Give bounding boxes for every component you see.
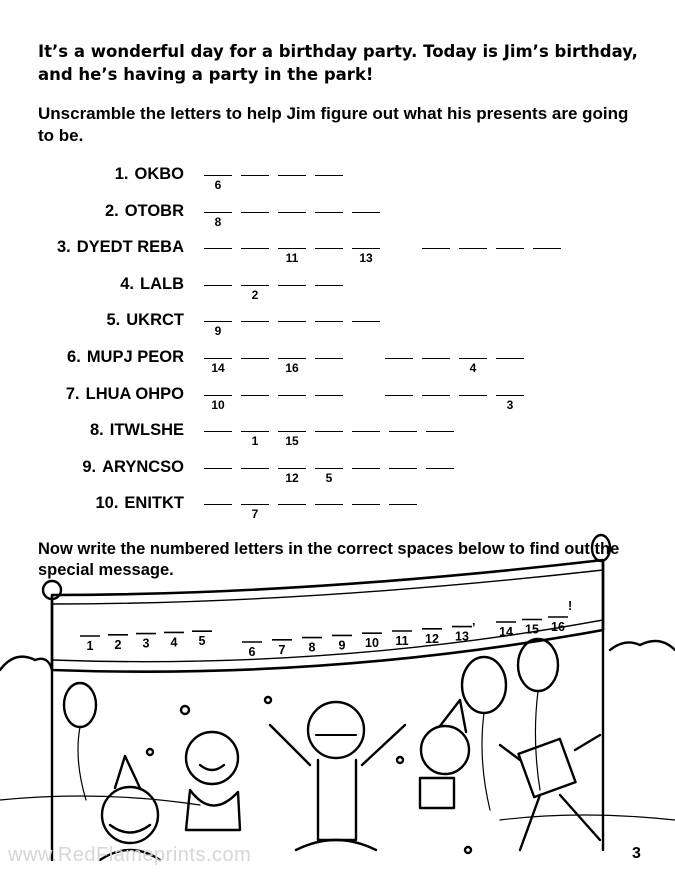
scrambled-word: UKRCT xyxy=(126,311,184,330)
letter-blank[interactable] xyxy=(352,202,380,232)
letter-blank[interactable] xyxy=(278,421,306,451)
bush-right xyxy=(610,641,675,650)
letter-blank[interactable] xyxy=(204,165,232,195)
letter-blank[interactable] xyxy=(315,202,343,232)
banner-number: 11 xyxy=(395,634,409,648)
banner-number: 10 xyxy=(365,636,379,651)
banner-number: 13 xyxy=(455,629,469,644)
letter-blank[interactable] xyxy=(204,202,232,232)
balloon-right-1 xyxy=(462,657,506,713)
puzzle-number: 4. xyxy=(120,274,134,293)
puzzle-number: 2. xyxy=(104,201,119,220)
blank-number: 10 xyxy=(211,397,225,412)
letter-blank[interactable] xyxy=(426,458,454,488)
letter-blank[interactable] xyxy=(385,348,413,378)
letter-blank[interactable] xyxy=(241,275,269,305)
blank-number: 7 xyxy=(251,507,259,522)
letter-blank[interactable] xyxy=(389,421,417,451)
letter-blank[interactable] xyxy=(352,238,380,268)
instructions-text: Unscramble the letters to help Jim figure out what his presents are going to be. xyxy=(38,104,629,145)
puzzle-row xyxy=(0,348,675,384)
letter-blank[interactable] xyxy=(315,275,343,305)
letter-blank[interactable] xyxy=(241,458,269,488)
puzzle-row xyxy=(0,311,675,347)
blank-number: 2 xyxy=(251,287,259,302)
letter-blank[interactable] xyxy=(241,348,269,378)
letter-blank[interactable] xyxy=(496,238,524,268)
blank-number: 14 xyxy=(211,361,225,375)
banner-number: 12 xyxy=(425,631,439,646)
letter-blank[interactable] xyxy=(241,165,269,195)
letter-blank[interactable] xyxy=(204,311,232,341)
banner-number: 8 xyxy=(308,640,316,655)
letter-blank[interactable] xyxy=(352,421,380,451)
blank-number: 8 xyxy=(214,214,222,229)
puzzle-row xyxy=(0,458,675,494)
banner-exclamation: ! xyxy=(568,599,573,613)
party-hat-1 xyxy=(115,756,140,788)
kid-center xyxy=(308,702,364,758)
blank-number: 1 xyxy=(251,434,259,449)
letter-blank[interactable] xyxy=(315,238,343,268)
kid-boy-2 xyxy=(518,739,575,797)
blank-number: 16 xyxy=(285,361,299,375)
letter-blank[interactable] xyxy=(278,165,306,195)
puzzle-row xyxy=(0,385,675,421)
letter-blank[interactable] xyxy=(204,385,232,415)
puzzle-number: 7. xyxy=(65,384,80,403)
letter-blank[interactable] xyxy=(459,385,487,415)
letter-blank[interactable] xyxy=(496,385,524,415)
bush-left xyxy=(0,657,52,670)
letter-blank[interactable] xyxy=(278,458,306,488)
letter-blank[interactable] xyxy=(278,348,306,378)
banner-apostrophe: ’ xyxy=(472,621,476,635)
letter-blank[interactable] xyxy=(204,421,232,451)
letter-blank[interactable] xyxy=(352,458,380,488)
letter-blank[interactable] xyxy=(204,275,232,305)
letter-blank[interactable] xyxy=(278,275,306,305)
party-scene-illustration xyxy=(0,520,675,890)
blank-number: 5 xyxy=(325,470,333,485)
letter-blank[interactable] xyxy=(315,421,343,451)
letter-blank[interactable] xyxy=(315,311,343,341)
letter-blank[interactable] xyxy=(315,385,343,415)
letter-blank[interactable] xyxy=(459,348,487,378)
letter-blank[interactable] xyxy=(352,311,380,341)
puzzle-row xyxy=(0,202,675,238)
scrambled-word: LHUA OHPO xyxy=(85,384,184,403)
banner-number: 6 xyxy=(248,645,256,659)
banner-number: 5 xyxy=(198,634,206,649)
page-number: 3 xyxy=(632,845,641,862)
banner-number: 4 xyxy=(170,635,178,650)
message-instructions: Now write the numbered letters in the correct spaces below to find out the special message. xyxy=(38,540,620,579)
letter-blank[interactable] xyxy=(241,238,269,268)
blank-number: 11 xyxy=(285,251,299,266)
letter-blank[interactable] xyxy=(241,421,269,451)
puzzle-number: 1. xyxy=(114,165,129,183)
blank-number: 9 xyxy=(214,324,222,339)
puzzle-number: 9. xyxy=(82,457,97,476)
intro-text: It’s a wonderful day for a birthday party. Today is Jim’s birthday, and he’s having a party in the park! xyxy=(38,42,638,84)
puzzle-row xyxy=(0,421,675,457)
letter-blank[interactable] xyxy=(315,458,343,488)
letter-blank[interactable] xyxy=(278,385,306,415)
puzzle-number: 10. xyxy=(95,494,119,513)
scrambled-word: ITWLSHE xyxy=(109,421,184,440)
puzzle-row xyxy=(0,275,675,311)
banner-number: 15 xyxy=(525,622,539,637)
scrambled-word: OTOBR xyxy=(124,201,184,220)
watermark: www.RedFlameprints.com xyxy=(8,844,252,866)
banner-number: 7 xyxy=(278,642,286,657)
letter-blank[interactable] xyxy=(204,238,232,268)
scrambled-word: ARYNCSO xyxy=(102,457,184,476)
blank-number: 3 xyxy=(506,397,514,412)
letter-blank[interactable] xyxy=(422,348,450,378)
letter-blank[interactable] xyxy=(533,238,561,268)
letter-blank[interactable] xyxy=(426,421,454,451)
letter-blank[interactable] xyxy=(278,202,306,232)
letter-blank[interactable] xyxy=(204,348,232,378)
letter-blank[interactable] xyxy=(422,385,450,415)
puzzle-number: 8. xyxy=(89,421,104,440)
blank-number: 4 xyxy=(469,361,477,375)
puzzle-row xyxy=(0,165,675,201)
letter-blank[interactable] xyxy=(241,311,269,341)
scrambled-word: ENITKT xyxy=(124,494,184,513)
letter-blank[interactable] xyxy=(389,458,417,488)
banner-message xyxy=(80,599,572,659)
scrambled-word: DYEDT REBA xyxy=(76,238,184,257)
blank-number: 13 xyxy=(359,251,373,266)
banner-number: 16 xyxy=(551,620,565,634)
kid-girl xyxy=(102,787,158,843)
blank-number: 6 xyxy=(214,178,222,192)
right-pole-ring xyxy=(592,535,610,561)
puzzle-number: 5. xyxy=(106,311,121,330)
puzzle-number: 3. xyxy=(56,238,71,257)
blank-number: 15 xyxy=(285,434,299,449)
scrambled-word: LALB xyxy=(140,274,184,293)
letter-blank[interactable] xyxy=(204,458,232,488)
balloon-left xyxy=(64,683,96,727)
banner-number: 14 xyxy=(499,625,513,639)
puzzle-number: 6. xyxy=(67,348,81,366)
letter-blank[interactable] xyxy=(315,348,343,378)
banner-number: 2 xyxy=(114,637,122,652)
scrambled-word: MUPJ PEOR xyxy=(86,348,184,366)
kid-girl-2 xyxy=(421,726,469,774)
banner-number: 1 xyxy=(86,639,94,653)
blank-number: 12 xyxy=(285,470,299,485)
letter-blank[interactable] xyxy=(422,238,450,268)
letter-blank[interactable] xyxy=(385,385,413,415)
kid-boy-1 xyxy=(186,732,238,784)
letter-blank[interactable] xyxy=(496,348,524,378)
letter-blank[interactable] xyxy=(315,165,343,195)
banner-number: 3 xyxy=(142,636,150,651)
letter-blank[interactable] xyxy=(278,311,306,341)
letter-blank[interactable] xyxy=(241,202,269,232)
gift-box xyxy=(420,778,454,808)
scrambled-word: OKBO xyxy=(134,165,184,183)
letter-blank[interactable] xyxy=(278,238,306,268)
banner-number: 9 xyxy=(338,638,346,653)
balloon-right-2 xyxy=(518,639,558,691)
letter-blank[interactable] xyxy=(459,238,487,268)
puzzle-row xyxy=(0,238,675,274)
letter-blank[interactable] xyxy=(241,385,269,415)
